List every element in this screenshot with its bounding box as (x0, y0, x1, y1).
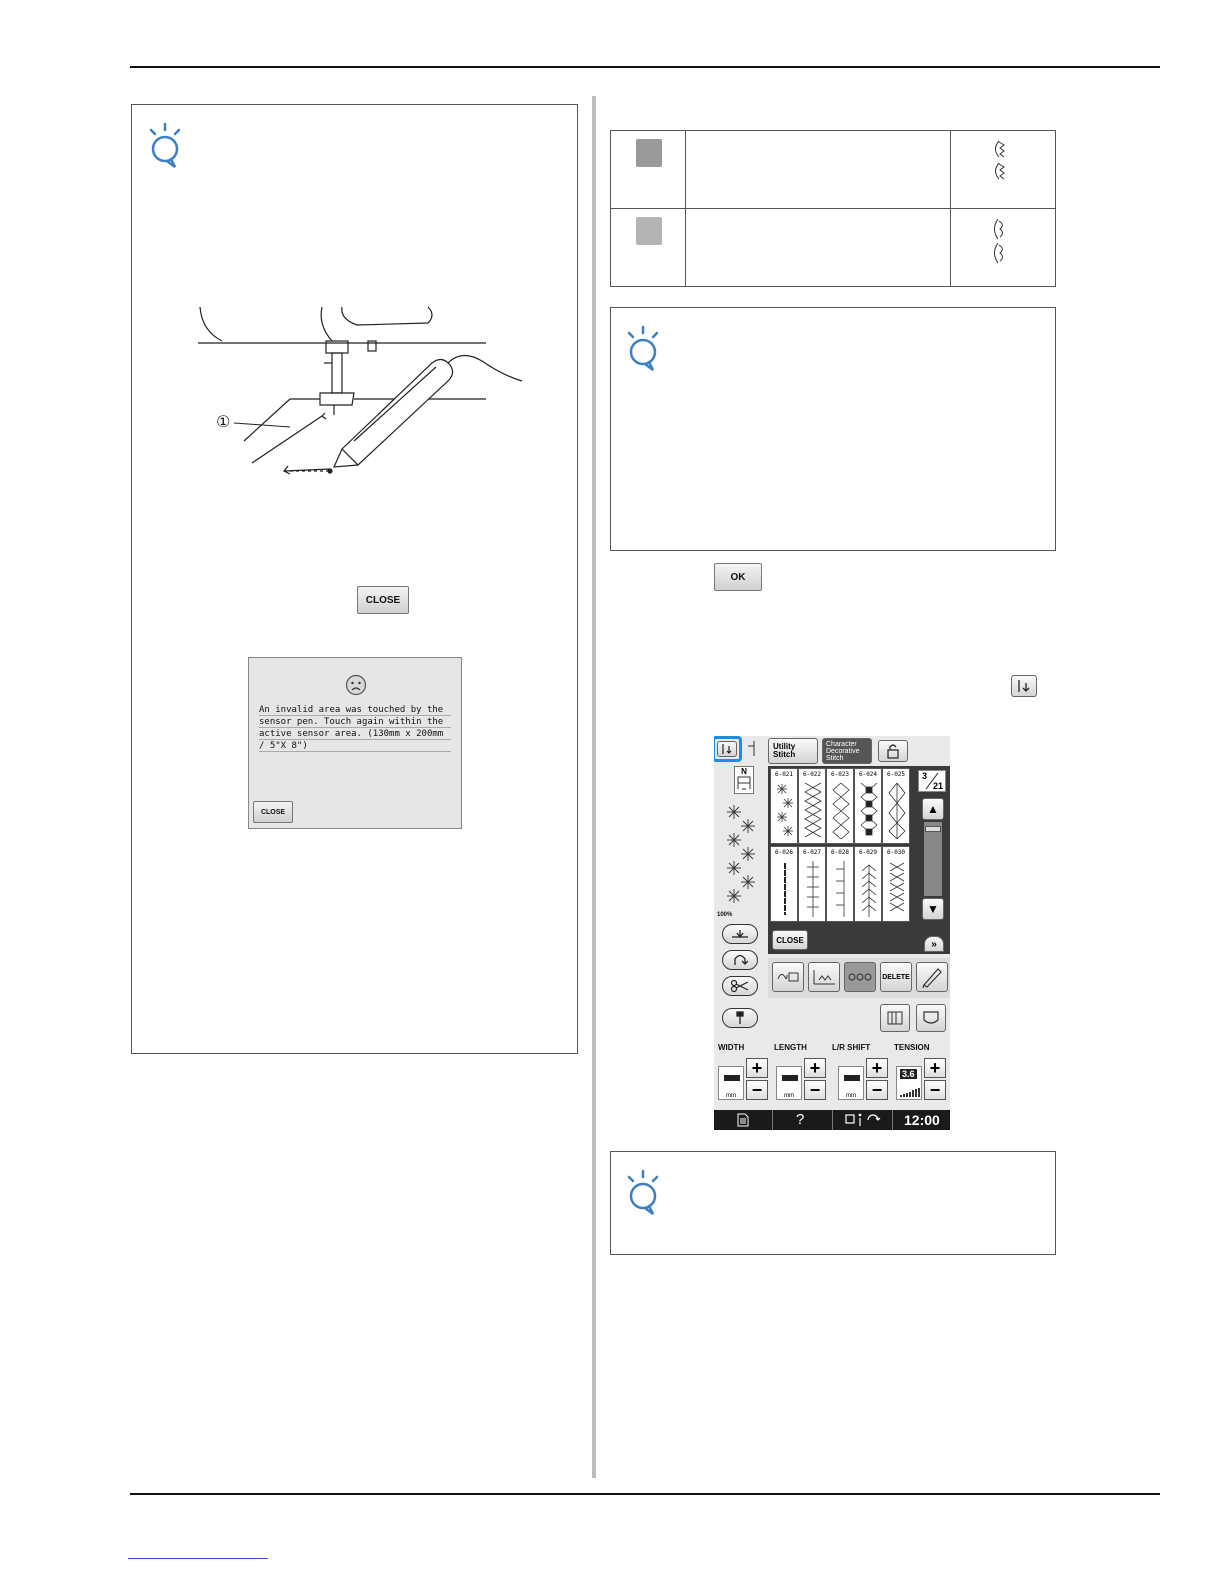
note-box-right-2 (610, 1151, 1056, 1255)
delete-button[interactable]: DELETE (880, 962, 912, 992)
stitch-placement-button[interactable] (808, 962, 840, 992)
scroll-track[interactable] (924, 822, 942, 896)
note-bulb-icon (623, 324, 663, 372)
memory-button[interactable] (880, 1004, 910, 1032)
pocket-button[interactable] (916, 1004, 946, 1032)
placement-icon (811, 968, 837, 986)
tension-plus-button[interactable]: + (924, 1058, 946, 1078)
shift-unit: mm (846, 1093, 856, 1099)
edit-toolbar (768, 958, 950, 998)
note-box-right-1 (610, 307, 1056, 551)
width-label: WIDTH (718, 1043, 745, 1052)
stitch-cell-6-027[interactable] (798, 846, 826, 922)
tension-bars-icon (899, 1087, 921, 1097)
ok-button[interactable]: OK (714, 563, 762, 591)
stitch-description-cell-1 (686, 131, 951, 209)
width-plus-button[interactable]: + (746, 1058, 768, 1078)
error-dialog (248, 657, 462, 829)
stitch-description-cell-2 (686, 209, 951, 287)
stitch-pattern-icon (859, 861, 879, 917)
stitch-number: 6-022 (802, 771, 822, 778)
stitch-cell-6-026[interactable] (770, 846, 798, 922)
length-plus-button[interactable]: + (804, 1058, 826, 1078)
tab-utility-stitch[interactable] (768, 738, 818, 764)
stitch-preview (724, 802, 764, 912)
presser-foot-indicator (734, 766, 754, 794)
memory-icon (886, 1010, 904, 1026)
page-indicator (918, 770, 946, 792)
tab-utility-label: Utility Stitch (773, 742, 796, 759)
stitch-number: 6-023 (830, 771, 850, 778)
needle-position-key-icon[interactable] (1011, 675, 1037, 697)
mirror-icon (775, 969, 801, 985)
scroll-up-button[interactable]: ▲ (922, 798, 944, 820)
stitch-pattern-icon (887, 861, 907, 917)
stitch-number: 6-030 (886, 849, 906, 856)
stitch-cell-6-024[interactable] (854, 768, 882, 844)
stitch-pattern-icon (887, 783, 907, 839)
shift-label: L/R SHIFT (832, 1043, 871, 1052)
note-bulb-icon (623, 1168, 663, 1216)
stitch-cell-6-021[interactable] (770, 768, 798, 844)
stitch-pattern-icon (831, 783, 851, 839)
length-label: LENGTH (774, 1043, 807, 1052)
width-value-display (718, 1066, 744, 1100)
tension-value: 3.6 (902, 1069, 915, 1079)
stitch-key-icon-1[interactable] (636, 139, 662, 167)
reverse-stitch-button[interactable] (722, 924, 758, 944)
status-divider (892, 1110, 893, 1130)
stitch-cell-6-029[interactable] (854, 846, 882, 922)
stitch-pattern-icon (803, 861, 823, 917)
note-box-left (131, 104, 578, 1054)
sad-face-icon (345, 674, 367, 696)
machine-screen (714, 736, 950, 1130)
stitch-number: 6-025 (886, 771, 906, 778)
needle-icon (746, 740, 760, 758)
width-bar-icon (724, 1075, 740, 1081)
settings-info-icon[interactable] (844, 1113, 884, 1127)
needle-position-key[interactable] (717, 741, 737, 757)
tab-character-decorative[interactable] (822, 738, 872, 764)
expand-button[interactable]: » (924, 936, 944, 952)
status-divider (832, 1110, 833, 1130)
presser-foot-lifter-button[interactable] (722, 1008, 758, 1028)
lock-icon (886, 743, 900, 759)
mirror-button[interactable] (772, 962, 804, 992)
stitch-number: 6-028 (830, 849, 850, 856)
stitch-pattern-icon (803, 783, 823, 839)
stitch-key-cell-2 (611, 209, 686, 287)
error-dialog-close-button[interactable]: CLOSE (253, 801, 293, 823)
shift-bar-icon (844, 1075, 860, 1081)
status-divider (772, 1110, 773, 1130)
sensor-pen-illustration (192, 301, 532, 481)
length-unit: mm (784, 1093, 794, 1099)
zoom-level: 100% (717, 912, 733, 918)
pen-icon (921, 966, 943, 988)
presser-foot-icon (735, 1011, 745, 1025)
stitch-key-cell-1 (611, 131, 686, 209)
stitch-sample-cell-1 (951, 131, 1056, 209)
stitch-pattern-icon (831, 861, 851, 917)
stitch-number: 6-024 (858, 771, 878, 778)
header-rule (130, 66, 1160, 68)
presser-foot-letter: N (741, 767, 747, 776)
stitch-cell-6-023[interactable] (826, 768, 854, 844)
tension-minus-button[interactable]: − (924, 1080, 946, 1100)
manual-icon[interactable] (736, 1113, 750, 1127)
repeat-pattern-button[interactable] (844, 962, 876, 992)
stitch-number: 6-026 (774, 849, 794, 856)
needle-up-down-button[interactable] (722, 950, 758, 970)
scroll-down-button[interactable]: ▼ (922, 898, 944, 920)
stitch-number: 6-027 (802, 849, 822, 856)
tension-value-display (896, 1066, 922, 1100)
footer-rule (130, 1493, 1160, 1495)
stitch-cell-6-028[interactable] (826, 846, 854, 922)
stitch-pattern-icon (775, 783, 795, 839)
length-bar-icon (782, 1075, 798, 1081)
tab-character-label: Character Decorative Stitch (826, 740, 860, 762)
stitch-selection-panel (768, 766, 950, 954)
thread-cutter-button[interactable] (722, 976, 758, 996)
tension-label: TENSION (894, 1043, 930, 1052)
stitch-number: 6-029 (858, 849, 878, 856)
stitch-sample-cell-2 (951, 209, 1056, 287)
scroll-thumb[interactable] (925, 826, 941, 832)
shift-plus-button[interactable]: + (866, 1058, 888, 1078)
help-button[interactable]: ? (796, 1111, 805, 1128)
length-value-display (776, 1066, 802, 1100)
column-divider (592, 96, 596, 1478)
edit-pen-button[interactable] (916, 962, 948, 992)
lock-button[interactable] (878, 740, 908, 762)
close-button-inline[interactable]: CLOSE (357, 586, 409, 614)
figure-callout-1: ① (216, 412, 231, 431)
stitch-cell-6-025[interactable] (882, 768, 910, 844)
pocket-icon (922, 1010, 940, 1026)
footer-link-underline[interactable] (128, 1558, 268, 1559)
reverse-stitch-icon (730, 928, 750, 940)
stitch-number: 6-021 (774, 771, 794, 778)
error-message: An invalid area was touched by the sensor pen. Touch again within the active sensor area. (130mm x 200mm / 5"X 8") (259, 705, 444, 751)
page-total: 21 (932, 781, 943, 791)
status-bar (714, 1110, 950, 1130)
width-minus-button[interactable]: − (746, 1080, 768, 1100)
stitch-sample-icon-2 (989, 217, 1011, 267)
needle-up-down-icon (732, 953, 748, 967)
stitch-cell-6-022[interactable] (798, 768, 826, 844)
stitch-sample-icon-1 (989, 139, 1011, 183)
shift-minus-button[interactable]: − (866, 1080, 888, 1100)
clock: 12:00 (904, 1112, 940, 1128)
page-current: 3 (922, 771, 928, 781)
length-minus-button[interactable]: − (804, 1080, 826, 1100)
shift-value-display (838, 1066, 864, 1100)
note-bulb-icon (145, 121, 185, 169)
stitch-key-icon-2[interactable] (636, 217, 662, 245)
close-button-screen[interactable]: CLOSE (772, 930, 808, 950)
scissors-icon (730, 979, 750, 993)
stitch-table (610, 130, 1056, 287)
stitch-cell-6-030[interactable] (882, 846, 910, 922)
width-unit: mm (726, 1093, 736, 1099)
stitch-pattern-icon (775, 861, 795, 917)
repeat-icon (847, 971, 873, 983)
stitch-pattern-icon (859, 783, 879, 839)
